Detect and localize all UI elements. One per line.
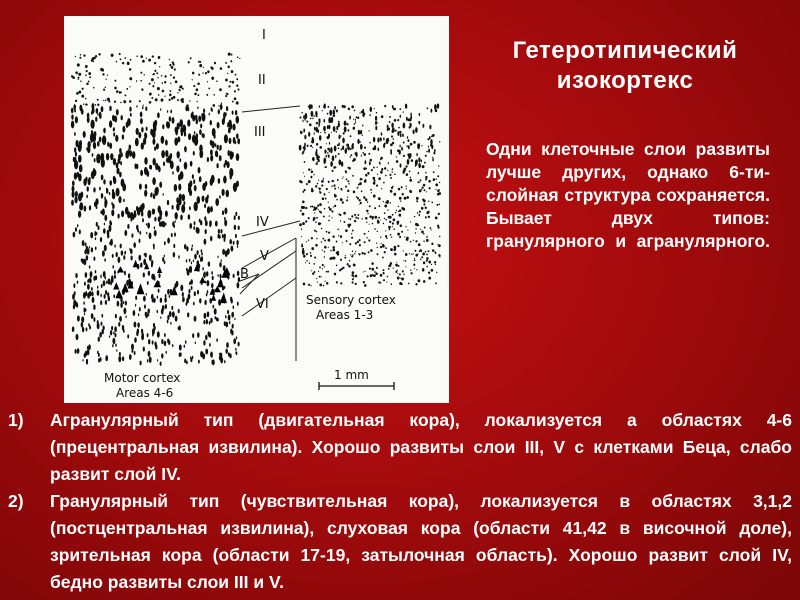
list-item-number: 1) (8, 410, 24, 430)
motor-areas-label: Areas 4-6 (116, 386, 174, 400)
layer-label-iv: IV (256, 215, 269, 230)
description-paragraph-1: Одни клеточные слои развиты лучше других, однако 6-ти-слойная структура сохраняется. (486, 139, 770, 205)
layer-label-i: I (262, 28, 266, 43)
description-paragraph-2: Бывает двух типов: гранулярного и агранулярного. (486, 208, 770, 251)
title-line-1: Гетеротипический (512, 37, 738, 64)
sensory-cortex-cells (299, 103, 441, 287)
layer-leader-lines (240, 106, 300, 361)
description-block (486, 138, 770, 253)
betz-b-label: B (240, 267, 249, 282)
list-item-text: Агранулярный тип (двигательная кора), локализуется а областях 4-6 (прецентральная извилина). Хорошо развиты слои III, V с клетками Беца, слабо развит слой IV. (50, 410, 792, 484)
cortex-types-list (8, 407, 792, 596)
list-item (8, 407, 792, 488)
scale-bar (319, 382, 394, 390)
scale-bar-label: 1 mm (334, 368, 369, 382)
layer-label-v: V (260, 249, 269, 264)
list-item (8, 488, 792, 596)
cortex-histology-figure (64, 16, 449, 403)
slide-title (470, 36, 780, 96)
list-item-text: Гранулярный тип (чувствительная кора), локализуется в областях 3,1,2 (постцентральная извилина), слуховая кора (области 41,42 в височной доле), зрительная кора (области 17-19, затылочная область). Хорошо развит слой IV, бедно развиты слои III и V. (50, 491, 792, 592)
layer-label-vi: VI (256, 297, 269, 312)
sensory-cortex-label: Sensory cortex (306, 293, 396, 307)
layer-label-iii: III (254, 125, 266, 140)
sensory-areas-label: Areas 1-3 (316, 308, 374, 322)
betz-cells (113, 260, 230, 303)
motor-cortex-label: Motor cortex (104, 371, 181, 385)
layer-label-ii: II (258, 73, 266, 88)
cortex-layers-drawing (64, 16, 449, 403)
motor-cortex-cells (71, 53, 241, 366)
title-line-2: изокортекс (556, 67, 694, 94)
list-item-number: 2) (8, 491, 24, 511)
